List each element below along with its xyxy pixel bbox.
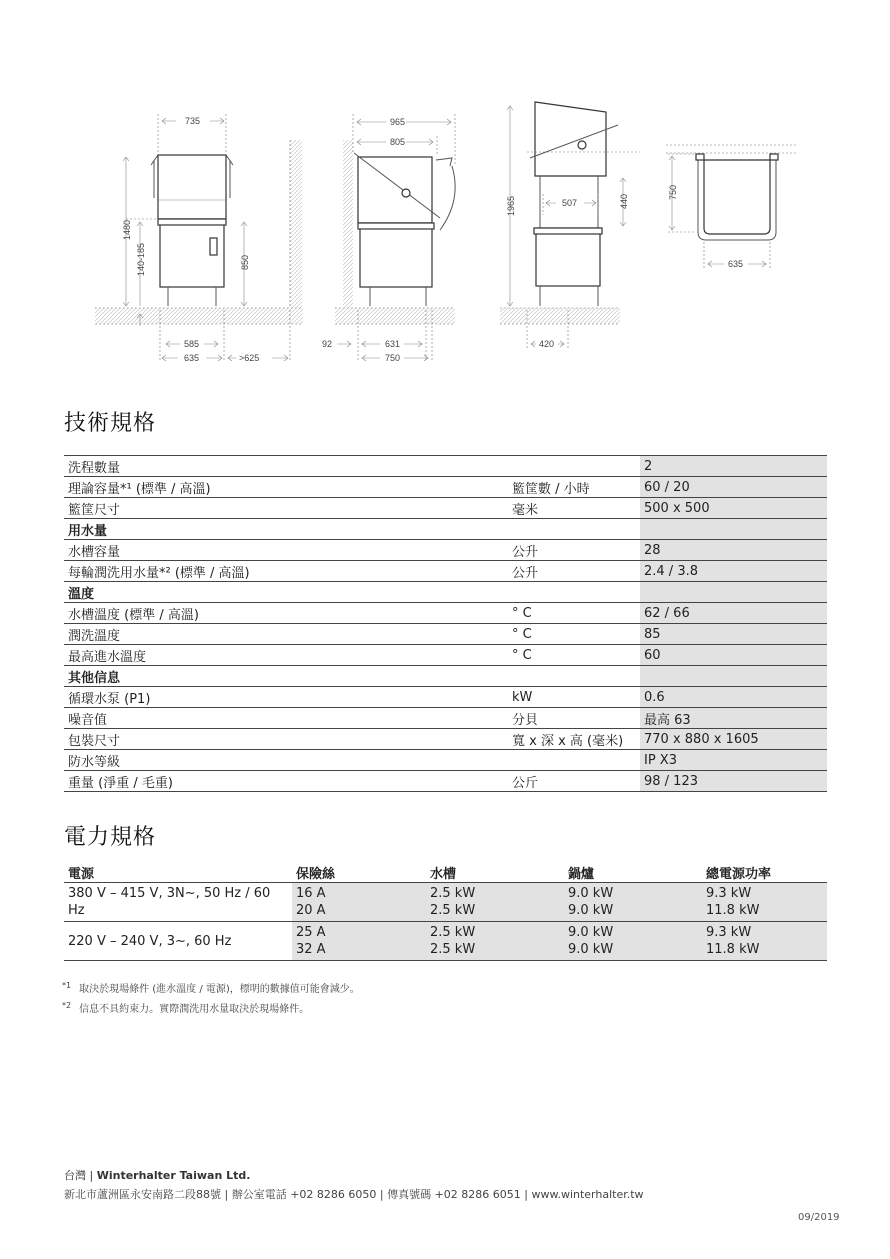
dim-side-base-outer: 750 (385, 353, 401, 363)
dim-hood-height-total: 1965 (506, 195, 516, 216)
elec-total-power-value: 9.3 kW (706, 886, 752, 901)
spec-label: 防水等級 (64, 750, 508, 771)
electrical-specs-table (64, 862, 827, 961)
spec-value: 98 / 123 (640, 771, 827, 792)
spec-unit (508, 750, 640, 771)
spec-unit: ° C (508, 624, 640, 645)
elec-tank (426, 922, 564, 961)
spec-row (64, 750, 827, 771)
elec-fuse-value: 16 A (296, 886, 326, 901)
spec-value: IP X3 (640, 750, 827, 771)
spec-section-row (64, 519, 827, 540)
footnote-2 (62, 1000, 309, 1015)
spec-unit (508, 582, 640, 603)
spec-unit (508, 456, 640, 477)
spec-label: 用水量 (64, 519, 508, 540)
footer-date: 09/2019 (798, 1212, 840, 1223)
elec-boiler-value: 9.0 kW (568, 942, 614, 957)
spec-label: 最高進水溫度 (64, 645, 508, 666)
spec-row (64, 477, 827, 498)
spec-label: 循環水泵 (P1) (64, 687, 508, 708)
spec-unit: ° C (508, 645, 640, 666)
spec-unit: 毫米 (508, 498, 640, 519)
spec-unit: 公升 (508, 561, 640, 582)
front-view-drawing (95, 114, 303, 363)
elec-fuse-value: 20 A (296, 903, 326, 918)
spec-value: 0.6 (640, 687, 827, 708)
spec-label: 噪音值 (64, 708, 508, 729)
spec-row (64, 540, 827, 561)
elec-fuse-value: 25 A (296, 925, 326, 940)
spec-label: 洗程數量 (64, 456, 508, 477)
elec-row (64, 883, 827, 922)
dim-hood-opening: 440 (619, 193, 629, 209)
dim-hood-base: 420 (539, 339, 555, 349)
spec-row (64, 771, 827, 792)
spec-unit: 寬 x 深 x 高 (毫米) (508, 729, 640, 750)
elec-total-power-value: 11.8 kW (706, 942, 760, 957)
spec-value: 500 x 500 (640, 498, 827, 519)
footer-company (64, 1167, 250, 1183)
spec-unit: 籃筐數 / 小時 (508, 477, 640, 498)
spec-value (640, 519, 827, 540)
spec-row (64, 645, 827, 666)
spec-row (64, 603, 827, 624)
elec-row (64, 922, 827, 961)
spec-unit: kW (508, 687, 640, 708)
spec-row (64, 708, 827, 729)
spec-value: 2 (640, 456, 827, 477)
elec-fuse (292, 883, 426, 922)
spec-value: 最高 63 (640, 708, 827, 729)
dim-front-width-top: 735 (185, 116, 201, 126)
spec-row (64, 729, 827, 750)
spec-label: 水槽溫度 (標準 / 高溫) (64, 603, 508, 624)
elec-header-total-power: 總電源功率 (702, 862, 827, 883)
footnote-1-mark: *1 (62, 980, 72, 990)
dim-side-depth-open: 965 (390, 117, 406, 127)
spec-unit (508, 519, 640, 540)
spec-unit: 公斤 (508, 771, 640, 792)
elec-fuse (292, 922, 426, 961)
elec-boiler (564, 883, 702, 922)
dim-hood-inner-width: 507 (562, 198, 578, 208)
elec-header-source: 電源 (64, 862, 292, 883)
spec-row (64, 498, 827, 519)
spec-value: 770 x 880 x 1605 (640, 729, 827, 750)
elec-boiler (564, 922, 702, 961)
spec-value: 85 (640, 624, 827, 645)
spec-value: 2.4 / 3.8 (640, 561, 827, 582)
spec-row (64, 456, 827, 477)
hood-open-drawing (500, 102, 640, 350)
side-view-drawing (322, 114, 455, 363)
spec-unit: ° C (508, 603, 640, 624)
spec-label: 潤洗溫度 (64, 624, 508, 645)
elec-tank-value: 2.5 kW (430, 886, 476, 901)
spec-label: 重量 (淨重 / 毛重) (64, 771, 508, 792)
elec-boiler-value: 9.0 kW (568, 886, 614, 901)
dim-front-foot-range: 140-185 (136, 242, 146, 276)
spec-label: 籃筐尺寸 (64, 498, 508, 519)
spec-value (640, 582, 827, 603)
spec-unit (508, 666, 640, 687)
spec-value: 62 / 66 (640, 603, 827, 624)
technical-drawings (0, 0, 890, 380)
elec-tank-value: 2.5 kW (430, 925, 476, 940)
elec-power-source: 220 V – 240 V, 3~, 60 Hz (64, 922, 292, 961)
elec-total-power-value: 11.8 kW (706, 903, 760, 918)
dim-front-table-height: 850 (240, 254, 250, 270)
spec-row (64, 687, 827, 708)
spec-value: 60 / 20 (640, 477, 827, 498)
dim-side-depth-top: 805 (390, 137, 406, 147)
footer-company-name: Winterhalter Taiwan Ltd. (96, 1169, 251, 1182)
dim-front-base-inner: 585 (184, 339, 200, 349)
elec-header-boiler: 鍋爐 (564, 862, 702, 883)
elec-header-fuse: 保險絲 (292, 862, 426, 883)
footnote-1 (62, 980, 360, 995)
elec-tank-value: 2.5 kW (430, 903, 476, 918)
footnote-2-text: 信息不具約束力。實際潤洗用水量取決於現場條件。 (79, 1004, 310, 1015)
spec-unit: 公升 (508, 540, 640, 561)
elec-header-tank: 水槽 (426, 862, 564, 883)
dim-top-depth: 750 (668, 184, 678, 200)
spec-value: 60 (640, 645, 827, 666)
electrical-specs-title: 電力規格 (64, 825, 157, 850)
spec-section-row (64, 666, 827, 687)
dim-side-base-inner: 631 (385, 339, 401, 349)
elec-total-power (702, 883, 827, 922)
footer-company-prefix: 台灣 | (64, 1169, 97, 1182)
dim-top-width: 635 (728, 259, 744, 269)
elec-tank-value: 2.5 kW (430, 942, 476, 957)
spec-row (64, 624, 827, 645)
elec-total-power-value: 9.3 kW (706, 925, 752, 940)
tech-specs-table (64, 455, 827, 792)
elec-tank (426, 883, 564, 922)
dim-side-offset: 92 (322, 339, 333, 349)
elec-boiler-value: 9.0 kW (568, 903, 614, 918)
spec-label: 每輪潤洗用水量*² (標準 / 高溫) (64, 561, 508, 582)
spec-label: 其他信息 (64, 666, 508, 687)
elec-total-power (702, 922, 827, 961)
spec-row (64, 561, 827, 582)
spec-label: 溫度 (64, 582, 508, 603)
spec-label: 理論容量*¹ (標準 / 高溫) (64, 477, 508, 498)
spec-label: 包裝尺寸 (64, 729, 508, 750)
tech-specs-title: 技術規格 (64, 411, 157, 436)
spec-value (640, 666, 827, 687)
spec-section-row (64, 582, 827, 603)
elec-power-source: 380 V – 415 V, 3N~, 50 Hz / 60 Hz (64, 883, 292, 922)
spec-unit: 分貝 (508, 708, 640, 729)
footnote-2-mark: *2 (62, 1000, 72, 1010)
elec-fuse-value: 32 A (296, 942, 326, 957)
top-view-drawing (666, 145, 796, 270)
dim-front-height-total: 1480 (122, 219, 132, 240)
dim-front-side-clearance: >625 (239, 353, 260, 363)
dim-front-base-outer: 635 (184, 353, 200, 363)
spec-value: 28 (640, 540, 827, 561)
footnote-1-text: 取決於現場條件 (進水溫度 / 電源)，標明的數據值可能會減少。 (79, 984, 360, 995)
footer-address: 新北市蘆洲區永安南路二段88號 | 辦公室電話 +02 8286 6050 | 傳真號碼 +02 8286 6051 | www.winterhalter.tw (64, 1188, 644, 1201)
elec-boiler-value: 9.0 kW (568, 925, 614, 940)
spec-label: 水槽容量 (64, 540, 508, 561)
